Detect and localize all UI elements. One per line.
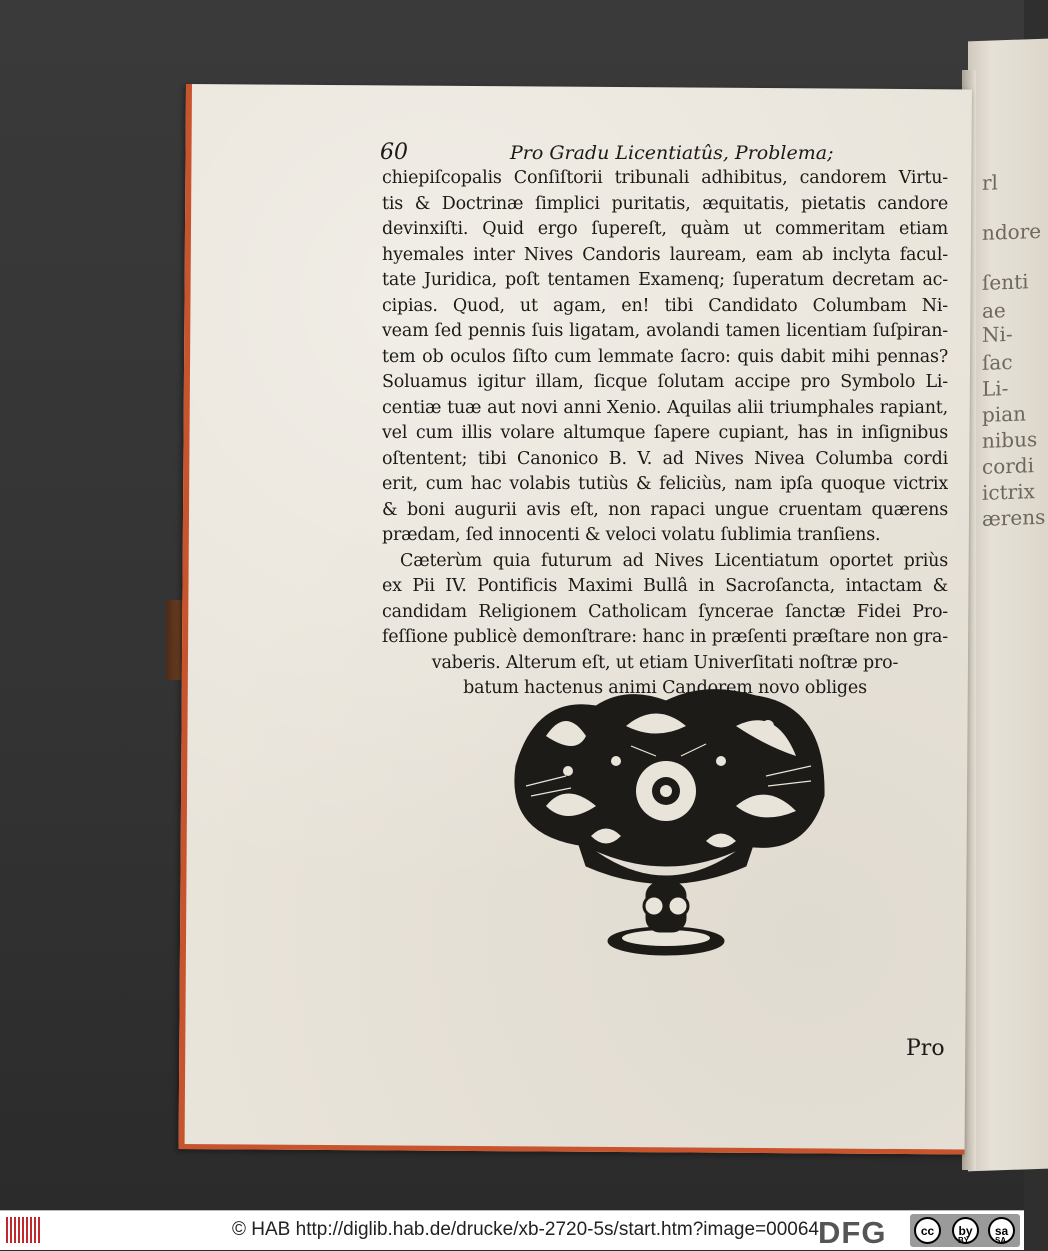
page-header <box>380 140 940 168</box>
text-line: batum hactenus animi Candorem novo obliges <box>463 678 867 698</box>
text-line: tate Juridica, poſt tentamen Examenq; ſuperatum decretam ac- <box>382 270 948 290</box>
next-page-edge <box>968 39 1048 1172</box>
body-text <box>382 168 948 729</box>
text-line: chiepiſcopalis Conſiſtorii tribunali adhibitus, candorem Virtu- <box>382 168 948 188</box>
text-line: tem ob oculos ſiſto cum lemmate ſacro: quis dabit mihi pennas? <box>382 346 948 367</box>
text-line: devinxiſti. Quid ergo ſupereſt, quàm ut commeritam etiam <box>382 219 948 239</box>
text-line: & boni augurii avis eſt, non rapaci ungue cruentam quærens <box>382 499 948 520</box>
ghost-text: Ni- <box>982 321 1013 347</box>
text-line: erit, cum hac volabis tutiùs & feliciùs, nam ipſa quoque victrix <box>382 474 948 494</box>
flower-vase-woodcut <box>506 686 836 958</box>
page-number: 60 <box>380 140 408 165</box>
cc-icon: cc <box>914 1217 941 1244</box>
ghost-text: Li- <box>982 375 1009 401</box>
by-icon: by <box>952 1217 979 1244</box>
license-label-by: BY <box>958 1236 970 1245</box>
catchword: Pro <box>906 1036 945 1061</box>
text-line: cipias. Quod, ut agam, en! tibi Candidato Columbam Ni- <box>382 295 948 316</box>
ghost-text: ae <box>982 298 1006 323</box>
text-line: hyemales inter Nives Candoris lauream, eam ab inclyta facul- <box>382 244 948 265</box>
text-line: Soluamus igitur illam, ſicque ſolutam accipe pro Symbolo Li- <box>382 372 948 392</box>
text-line: vaberis. Alterum eſt, ut etiam Univerſitati noſtræ pro- <box>431 652 899 673</box>
text-line: feſſione publicè demonſtrare: hanc in præſenti præſtare non gra- <box>382 627 948 647</box>
ghost-text: nibus <box>982 426 1038 453</box>
text-line: centiæ tuæ aut novi anni Xenio. Aquilas alii triumphales rapiant, <box>382 397 948 418</box>
footer-bar <box>0 1210 1024 1250</box>
running-title: Pro Gradu Licentiatûs, Problema; <box>510 142 834 164</box>
ghost-text: ærens <box>982 504 1046 531</box>
ghost-text: ndore <box>982 218 1042 245</box>
license-label-sa: SA <box>995 1236 1007 1245</box>
ghost-text: rl <box>982 170 998 195</box>
ghost-text: cordi <box>982 453 1035 479</box>
hab-logo-icon[interactable] <box>6 1217 44 1243</box>
text-line: veam ſed pennis ſuis ligatam, avolandi tamen licentiam ſuſpiran- <box>382 321 948 341</box>
text-line: tis & Doctrinæ ſimplici puritatis, æquitatis, pietatis candore <box>382 193 948 214</box>
source-credit-link[interactable]: © HAB http://diglib.hab.de/drucke/xb-2720-5s/start.htm?image=00064 <box>232 1219 819 1240</box>
text-line: candidam Religionem Catholicam ſyncerae ſanctæ Fidei Pro- <box>382 601 948 622</box>
text-line: vel cum illis volare altumque ſapere cupiant, has in inſignibus <box>382 423 948 443</box>
ghost-text: ſenti <box>982 269 1029 295</box>
dfg-logo[interactable]: DFG <box>818 1215 887 1250</box>
cc-license-badge[interactable] <box>910 1214 1020 1247</box>
text-line: oſtentent; tibi Canonico B. V. ad Nives Nivea Columba cordi <box>382 448 948 469</box>
text-line: prædam, ſed innocenti & veloci volatu ſublimia tranſiens. <box>382 525 881 545</box>
text-line: Cæterùm quia futurum ad Nives Licentiatum oportet priùs <box>400 550 948 571</box>
ghost-text: ictrix <box>982 479 1035 505</box>
ghost-text: ſac <box>982 349 1013 375</box>
sa-icon: sa <box>988 1217 1015 1244</box>
text-line: ex Pii IV. Pontificis Maximi Bullâ in Sacroſancta, intactam & <box>382 576 948 596</box>
ghost-text: pian <box>982 401 1027 427</box>
